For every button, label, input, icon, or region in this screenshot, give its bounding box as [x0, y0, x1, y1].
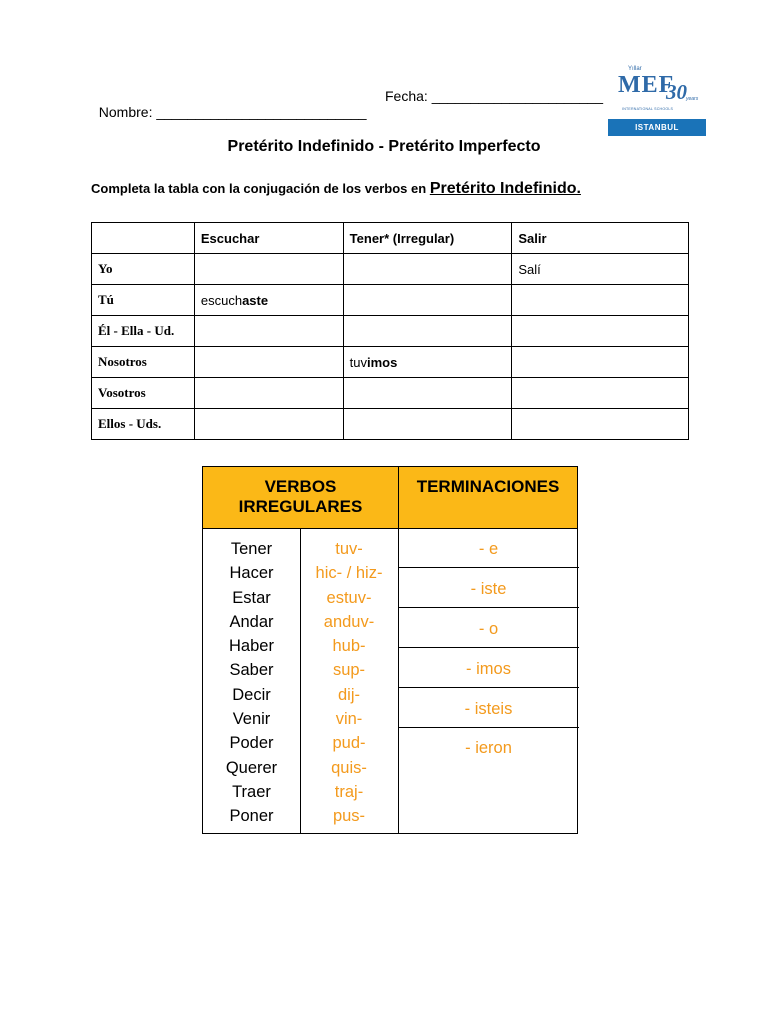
table-row [92, 409, 689, 440]
answer-cell[interactable] [512, 285, 689, 316]
logo-city-bar: ISTANBUL [608, 119, 706, 136]
logo-anniversary: 30 [666, 80, 687, 104]
list-item: Haber [229, 637, 274, 656]
list-item: - isteis [398, 688, 579, 728]
instruction-body: Completa la tabla con la conjugación de los verbos en [91, 181, 430, 196]
list-item: - ieron [465, 739, 512, 757]
pronoun-cell: Vosotros [92, 378, 195, 409]
logo-brand: MEF [618, 72, 675, 98]
list-item: Hacer [229, 564, 274, 583]
list-item: Estar [232, 588, 271, 607]
table-row [92, 316, 689, 347]
irregular-verb-list [203, 537, 300, 829]
list-item: sup- [332, 661, 366, 680]
list-item: Poner [229, 807, 274, 826]
list-item: Decir [232, 685, 271, 704]
verb-ending: imos [367, 354, 398, 370]
list-item: Andar [229, 612, 274, 631]
list-item: vin- [335, 710, 363, 729]
answer-cell[interactable] [194, 316, 343, 347]
list-item: Querer [225, 758, 278, 777]
table-row [92, 347, 689, 378]
list-item: hic- / hiz- [315, 564, 383, 583]
header-cell-escuchar: Escuchar [194, 223, 343, 254]
table-header-row [92, 223, 689, 254]
verb-stem: tuv [349, 354, 368, 370]
logo-caption: Yıllar [628, 66, 642, 72]
answer-cell[interactable] [194, 347, 343, 378]
answer-cell[interactable] [194, 285, 343, 316]
answer-cell[interactable] [512, 378, 689, 409]
list-item: - o [398, 608, 579, 648]
pronoun-cell: Tú [92, 285, 195, 316]
answer-cell[interactable] [194, 409, 343, 440]
header-fields [91, 88, 603, 136]
table-row [92, 378, 689, 409]
answer-cell[interactable] [343, 285, 512, 316]
list-item: - imos [398, 648, 579, 688]
instruction-text [91, 180, 581, 198]
name-field-label: Nombre: ___________________________ [98, 104, 367, 120]
endings-list [398, 528, 579, 768]
header-verbs-line2: IRREGULARES [238, 497, 363, 516]
table-row [92, 285, 689, 316]
list-item: Tener [230, 540, 273, 558]
header-cell-tener: Tener* (Irregular) [343, 223, 512, 254]
date-field-label: Fecha: ______________________ [385, 88, 603, 104]
list-item: quis- [331, 758, 367, 777]
list-item: Saber [229, 661, 274, 680]
verb-stem: escuch [200, 292, 243, 308]
list-item: anduv- [323, 612, 375, 631]
answer-cell[interactable] [194, 378, 343, 409]
irregular-verbs-table [202, 466, 578, 834]
answer-cell[interactable]: Salí [512, 254, 689, 285]
logo-years: years [686, 96, 699, 102]
answer-cell[interactable] [343, 316, 512, 347]
list-item: traj- [334, 782, 364, 801]
answer-cell[interactable] [343, 254, 512, 285]
page-title: Pretérito Indefinido - Pretérito Imperfecto [227, 138, 541, 155]
list-item: - iste [398, 568, 579, 608]
list-item: - e [398, 528, 579, 568]
answer-cell[interactable] [512, 409, 689, 440]
answer-cell[interactable] [343, 347, 512, 378]
irregular-stem-list [300, 537, 398, 829]
header-endings: TERMINACIONES [416, 477, 560, 496]
header-cell-empty [92, 223, 195, 254]
list-item: estuv- [326, 588, 372, 607]
pronoun-cell: Ellos - Uds. [92, 409, 195, 440]
header-cell-salir: Salir [512, 223, 689, 254]
logo-subtitle: INTERNATIONAL SCHOOLS [622, 107, 674, 111]
list-item: Poder [229, 734, 274, 753]
list-item: pus- [332, 807, 366, 826]
list-item: dij- [337, 685, 360, 704]
answer-cell[interactable] [343, 378, 512, 409]
answer-cell[interactable] [512, 316, 689, 347]
list-item: Venir [232, 710, 271, 729]
answer-cell[interactable] [194, 254, 343, 285]
list-item: Traer [232, 782, 271, 801]
table-row [92, 254, 689, 285]
pronoun-cell: Él - Ella - Ud. [92, 316, 195, 347]
header-irregular-verbs [203, 477, 398, 517]
header-verbs-line1: VERBOS [264, 477, 337, 496]
pronoun-cell: Nosotros [92, 347, 195, 378]
answer-cell[interactable] [343, 409, 512, 440]
list-item: tuv- [335, 540, 363, 558]
conjugation-table [91, 222, 689, 440]
instruction-emphasis: Pretérito Indefinido. [429, 180, 581, 197]
verb-ending: aste [242, 292, 269, 308]
pronoun-cell: Yo [92, 254, 195, 285]
list-item: hub- [332, 637, 366, 656]
answer-cell[interactable] [512, 347, 689, 378]
school-logo [608, 66, 706, 136]
list-item: pud- [332, 734, 366, 753]
